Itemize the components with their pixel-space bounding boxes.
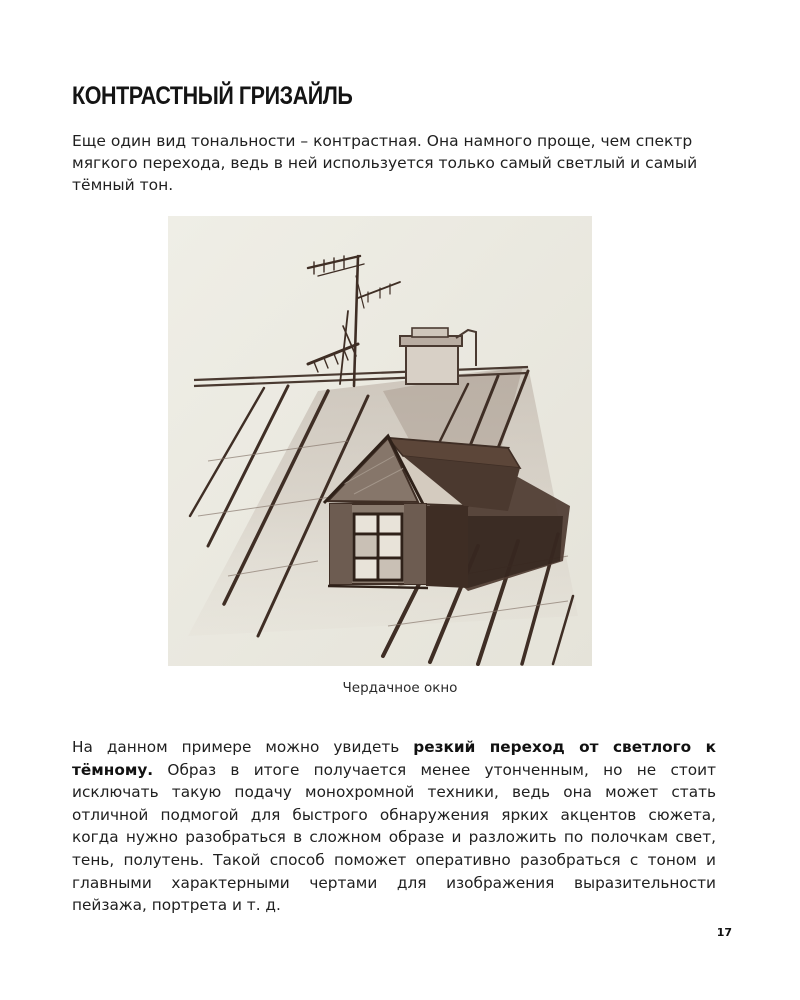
attic-window-illustration [168,216,592,666]
sepia-ink-sketch [168,216,592,666]
intro-paragraph: Еще один вид тональности – контрастная. Она намного проще, чем спектр мягкого перехода, ведь в ней используется только самый светлый и самый тёмный тон. [72,132,698,194]
page-title: КОНТРАСТНЫЙ ГРИЗАЙЛЬ [72,82,353,110]
body-emphasis-text: резкий переход от светлого к тёмному. [72,738,716,779]
page-number: 17 [716,926,732,939]
body-rest-text: Образ в итоге получается менее утонченным, но не стоит исключать такую подачу монохромной техники, ведь она может стать отличной подмогой для быстрого обнаружения ярких акцентов сюжета, когда нужно разобраться в сложном образе и разложить по полочкам свет, тень, полутень. Такой способ поможет оперативно разобраться с тоном и главными характерными чертами для изображения выразительности пейзажа, портрета и т. д. [72,760,716,915]
body-paragraph [72,736,716,917]
figure-caption: Чердачное окно [342,680,458,696]
body-lead-text: На данном примере можно увидеть [72,738,414,756]
